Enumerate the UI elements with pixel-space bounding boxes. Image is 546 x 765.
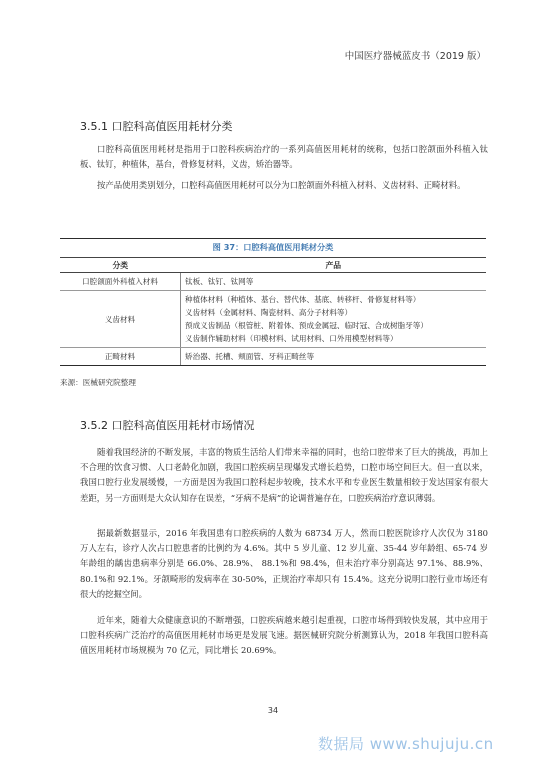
category-cell: 正畸材料 bbox=[60, 348, 181, 366]
product-line: 义齿材料（金属材料、陶瓷材料、高分子材料等） bbox=[185, 308, 353, 317]
products-cell bbox=[181, 291, 487, 348]
product-line: 预成义齿制品（根管桩、附着体、预成金属冠、临时冠、合成树脂牙等） bbox=[185, 321, 428, 330]
section-heading-classification: 3.5.1 口腔科高值医用耗材分类 bbox=[80, 120, 233, 133]
products-cell bbox=[181, 348, 487, 366]
table-caption: 图 37：口腔科高值医用耗材分类 bbox=[212, 242, 334, 252]
paragraph: 近年来，随着大众健康意识的不断增强，口腔疾病越来越引起重视，口腔市场得到较快发展，其中应用于口腔科疾病广泛治疗的高值医用耗材市场更是发展飞速。据医械研究院分析测算认为，2018 年我国口腔科高值医用耗材市场规模为 70 亿元，同比增长 20.69%。 bbox=[80, 615, 488, 656]
product-line: 钛板、钛钉、钛网等 bbox=[185, 277, 254, 286]
product-line: 义齿制作辅助材料（印模材料、试用材料、口外用模型材料等） bbox=[185, 334, 398, 343]
products-cell bbox=[181, 273, 487, 291]
product-line: 种植体材料（种植体、基台、替代体、基底、转移杆、骨修复材料等） bbox=[185, 295, 421, 304]
table-top-rule bbox=[60, 238, 486, 239]
paragraph: 口腔科高值医用耗材是指用于口腔科疾病治疗的一系列高值医用耗材的统称，包括口腔颌面外科植入钛板、钛钉，种植体，基台，骨修复材料，义齿，矫治器等。 bbox=[80, 144, 488, 170]
table-header-row bbox=[60, 258, 486, 273]
product-line: 矫治器、托槽、颊面管、牙科正畸丝等 bbox=[185, 352, 315, 361]
category-cell: 义齿材料 bbox=[60, 291, 181, 348]
watermark: 数据局 www.shujuju.cn bbox=[318, 735, 494, 753]
running-header: 中国医疗器械蓝皮书（2019 版） bbox=[344, 51, 486, 62]
classification-table bbox=[60, 257, 486, 366]
column-header-products: 产品 bbox=[181, 258, 487, 273]
table-row bbox=[60, 273, 486, 291]
paragraph: 据最新数据显示，2016 年我国患有口腔疾病的人数为 68734 万人，然而口腔医院诊疗人次仅为 3180 万人左右，诊疗人次占口腔患者的比例约为 4.6%。其中 5 岁儿童、12 岁儿童、35-44 岁年龄组、65-74 岁年龄组的龋齿患病率分别是 66.0%、28.9%、 88.1%和 98.4%，但未治疗率分别高达 97.1%、88.9%、80.1%和 92.1%。牙颌畸形的发病率在 30-50%，正规治疗率却只有 15.4%。这充分说明口腔行业市场还有很大的挖掘空间。 bbox=[80, 528, 488, 599]
table-row bbox=[60, 348, 486, 366]
paragraph: 随着我国经济的不断发展，丰富的物质生活给人们带来幸福的同时，也给口腔带来了巨大的挑战，再加上不合理的饮食习惯、人口老龄化加剧，我国口腔疾病呈现爆发式增长趋势，口腔市场空间巨大。但一直以来，我国口腔行业发展缓慢，一方面是因为我国口腔科起步较晚，技术水平和专业医生数量相较于发达国家有很大差距，另一方面则是大众认知存在误差，“牙病不是病”的论调普遍存在，口腔疾病治疗意识薄弱。 bbox=[80, 447, 488, 503]
section-heading-market: 3.5.2 口腔科高值医用耗材市场情况 bbox=[80, 419, 255, 432]
page-number: 34 bbox=[267, 706, 279, 715]
table-row bbox=[60, 291, 486, 348]
column-header-category: 分类 bbox=[60, 258, 181, 273]
table-source: 来源：医械研究院整理 bbox=[60, 378, 136, 387]
category-cell: 口腔颌面外科植入材料 bbox=[60, 273, 181, 291]
paragraph: 按产品使用类别划分，口腔科高值医用耗材可以分为口腔颌面外科植入材料、义齿材料、正畸材料。 bbox=[97, 180, 466, 190]
